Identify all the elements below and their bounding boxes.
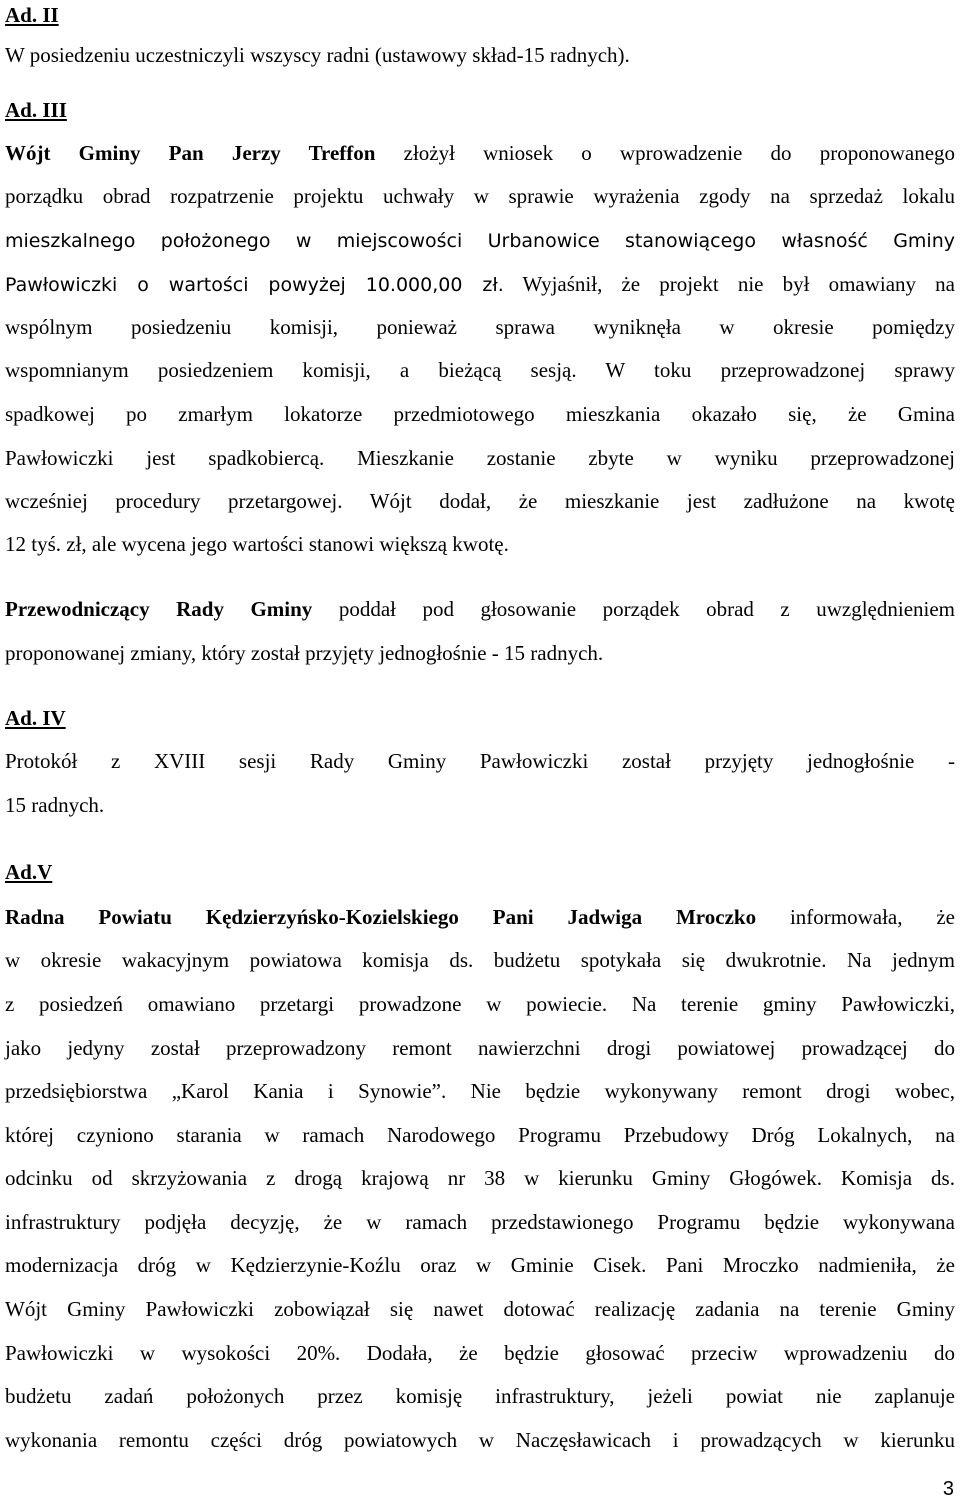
text-run: wcześniej procedury przetargowej. xyxy=(5,489,343,513)
paragraph-line: 15 radnych. xyxy=(5,793,105,817)
text-run: odcinku od skrzyżowania z drogą krajową nr 38 w kierunku Gminy Głogówek. xyxy=(5,1166,822,1190)
bold-phrase: Radna Powiatu Kędzierzyńsko-Kozielskiego Pani Jadwiga Mroczko xyxy=(5,905,757,929)
text-run: wspomnianym posiedzeniem komisji, a bieżącą sesją. xyxy=(5,358,577,382)
paragraph-line xyxy=(5,443,955,473)
paragraph-line: spadkowej po zmarłym lokatorze przedmiotowego mieszkania okazało się, że Gmina xyxy=(5,402,955,426)
text-run: informowała, że xyxy=(756,905,955,929)
text-run: Pawłowiczki jest spadkobiercą. xyxy=(5,446,325,470)
text-run: Na terenie gminy Pawłowiczki, xyxy=(607,992,955,1016)
text-run: Wyjaśnił, że projekt nie był omawiany na xyxy=(503,272,955,296)
text-run: w okresie wakacyjnym powiatowa komisja ds. budżetu spotykała się dwukrotnie. xyxy=(5,948,827,972)
text-run: Komisja ds. xyxy=(821,1166,955,1190)
text-run: poddał pod głosowanie porządek obrad z uwzględnieniem xyxy=(312,597,956,621)
paragraph-line: porządku obrad rozpatrzenie projektu uchwały w sprawie wyrażenia zgody na sprzedaż lokalu xyxy=(5,184,955,208)
paragraph-line xyxy=(5,486,955,516)
text-run: złożył wniosek o wprowadzenie do proponowanego xyxy=(375,141,956,165)
text-run: przedsiębiorstwa „Karol Kania i Synowie”. xyxy=(5,1079,447,1103)
paragraph-line xyxy=(5,945,955,975)
text-run: Wójt dodał, że mieszkanie jest zadłużone na kwotę xyxy=(342,489,955,513)
paragraph-line: 12 tyś. zł, ale wycena jego wartości stanowi większą kwotę. xyxy=(5,532,509,556)
text-run: modernizacja dróg w Kędzierzynie-Koźlu oraz w Gminie Cisek. xyxy=(5,1253,647,1277)
text-run: Mieszkanie zostanie zbyte w wyniku przeprowadzonej xyxy=(324,446,955,470)
paragraph-line xyxy=(5,902,955,932)
bold-phrase: Przewodniczący Rady Gminy xyxy=(5,597,313,621)
text-run: Pawłowiczki o wartości powyżej 10.000,00 zł. xyxy=(5,274,504,296)
paragraph-line: proponowanej zmiany, który został przyjęty jednogłośnie - 15 radnych. xyxy=(5,641,604,665)
text-run: W toku przeprowadzonej sprawy xyxy=(576,358,955,382)
paragraph-line xyxy=(5,269,955,299)
section-heading-ad5: Ad.V xyxy=(5,860,53,884)
paragraph-line xyxy=(5,1250,955,1280)
bold-phrase: Wójt Gminy Pan Jerzy Treffon xyxy=(5,141,376,165)
paragraph-line xyxy=(5,1338,955,1368)
paragraph-line: Protokół z XVIII sesji Rady Gminy Pawłowiczki został przyjęty jednogłośnie - xyxy=(5,749,955,773)
text-run: Na jednym xyxy=(826,948,955,972)
text-run: Pani Mroczko nadmieniła, że xyxy=(646,1253,955,1277)
text-run: z posiedzeń omawiano przetargi prowadzone w powiecie. xyxy=(5,992,608,1016)
paragraph-line: infrastruktury podjęła decyzję, że w ramach przedstawionego Programu będzie wykonywana xyxy=(5,1210,955,1234)
paragraph-line: W posiedzeniu uczestniczyli wszyscy radni (ustawowy skład-15 radnych). xyxy=(5,43,630,67)
section-heading-ad3: Ad. III xyxy=(5,98,67,122)
paragraph-line: której czyniono starania w ramach Narodowego Programu Przebudowy Dróg Lokalnych, na xyxy=(5,1123,955,1147)
paragraph-line xyxy=(5,594,955,624)
section-heading-ad4: Ad. IV xyxy=(5,706,66,730)
paragraph-line: wspólnym posiedzeniu komisji, ponieważ sprawa wyniknęła w okresie pomiędzy xyxy=(5,315,955,339)
paragraph-line: mieszkalnego położonego w miejscowości Urbanowice stanowiącego własność Gminy xyxy=(5,230,955,252)
paragraph-line: wykonania remontu części dróg powiatowych w Naczęsławicach i prowadzących w kierunku xyxy=(5,1428,955,1452)
paragraph-line xyxy=(5,355,955,385)
paragraph-line: Wójt Gminy Pawłowiczki zobowiązał się nawet dotować realizację zadania na terenie Gminy xyxy=(5,1297,955,1321)
section-heading-ad2: Ad. II xyxy=(5,3,59,27)
paragraph-line: budżetu zadań położonych przez komisję infrastruktury, jeżeli powiat nie zaplanuje xyxy=(5,1384,955,1408)
paragraph-line xyxy=(5,1076,955,1106)
text-run: Dodała, że będzie głosować przeciw wprowadzeniu do xyxy=(340,1341,955,1365)
paragraph-line xyxy=(5,1163,955,1193)
paragraph-line xyxy=(5,989,955,1019)
paragraph-line: jako jedyny został przeprowadzony remont nawierzchni drogi powiatowej prowadzącej do xyxy=(5,1036,955,1060)
text-run: Pawłowiczki w wysokości 20%. xyxy=(5,1341,341,1365)
page-number: 3 xyxy=(942,1478,954,1500)
paragraph-line xyxy=(5,138,955,168)
text-run: Nie będzie wykonywany remont drogi wobec, xyxy=(446,1079,956,1103)
